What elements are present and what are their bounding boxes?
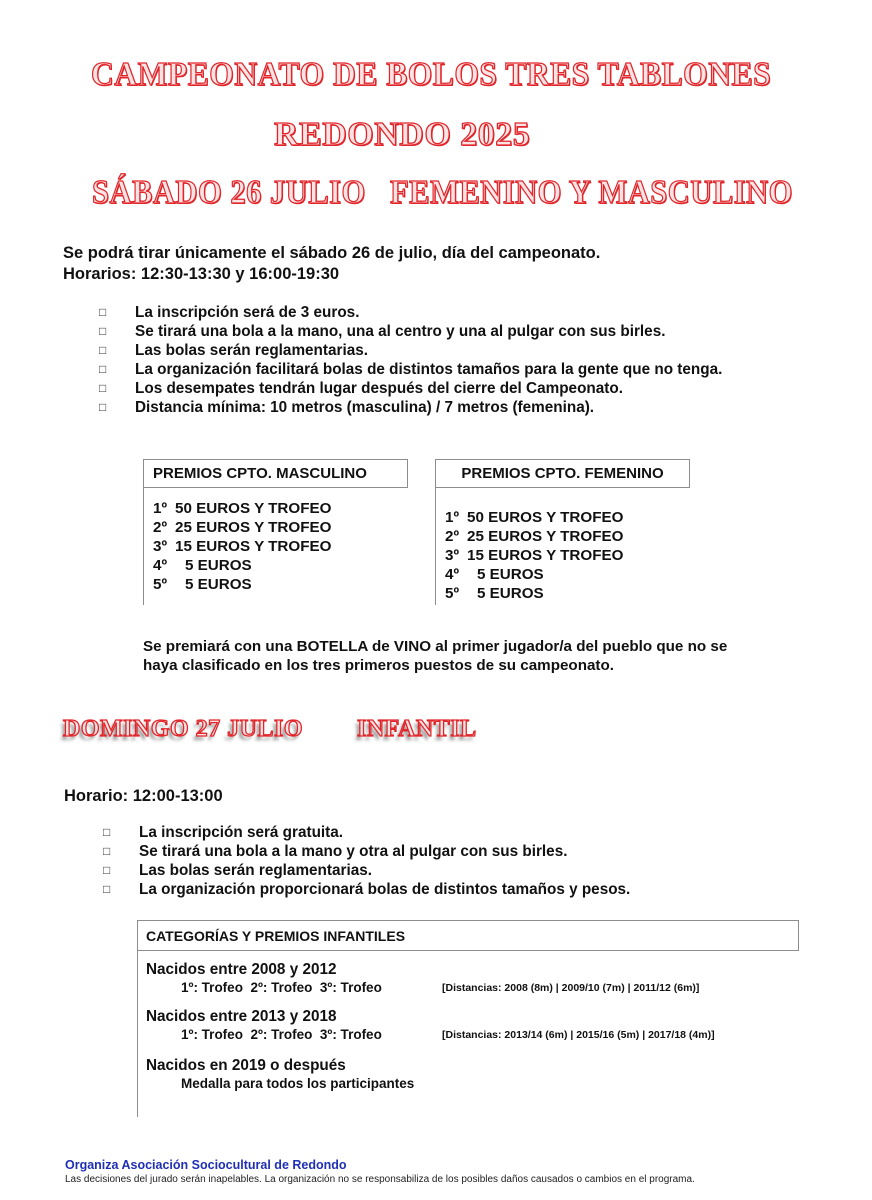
prizes-female-header: PREMIOS CPTO. FEMENINO (436, 459, 690, 488)
category-distances: [Distancias: 2013/14 (6m) | 2015/16 (5m) | 2017/18 (4m)] (442, 1029, 715, 1041)
rule-item (99, 379, 722, 398)
saturday-heading: SÁBADO 26 JULIO FEMENINO Y MASCULINO (92, 174, 793, 211)
prize-row (445, 546, 690, 565)
prize-row (153, 499, 408, 518)
prize-value: 25 EUROS Y TROFEO (467, 528, 624, 545)
prize-value: 50 EUROS Y TROFEO (175, 500, 332, 517)
disclaimer-line: Las decisiones del jurado serán inapelables. La organización no se responsabiliza de los posibles daños causados o cambios en el programa. (65, 1174, 695, 1185)
prize-value: 15 EUROS Y TROFEO (467, 547, 624, 564)
rule-text: La inscripción será de 3 euros. (135, 304, 360, 321)
prize-position: 2º (153, 519, 167, 536)
prize-position: 5º (445, 585, 459, 602)
prize-value: 5 EUROS (477, 566, 544, 583)
wine-prize-note (143, 637, 727, 675)
prize-value: 15 EUROS Y TROFEO (175, 538, 332, 555)
prize-value: 5 EUROS (185, 557, 252, 574)
rule-text: La organización facilitará bolas de distintos tamaños para la gente que no tenga. (135, 361, 723, 378)
wine-prize-line: Se premiará con una BOTELLA de VINO al primer jugador/a del pueblo que no se (143, 638, 728, 655)
prize-position: 4º (153, 557, 167, 574)
category-prizes: Medalla para todos los participantes (181, 1076, 415, 1091)
checkbox-bullet-icon: □ (99, 343, 107, 357)
prize-row (153, 556, 408, 575)
saturday-intro-line: Se podrá tirar únicamente el sábado 26 de julio, día del campeonato. (63, 244, 601, 262)
category-name: Nacidos entre 2008 y 2012 (146, 961, 337, 978)
rule-text: La organización proporcionará bolas de distintos tamaños y pesos. (139, 881, 631, 898)
sunday-schedule: Horario: 12:00-13:00 (64, 787, 223, 805)
prize-row (445, 584, 690, 603)
prizes-male-header: PREMIOS CPTO. MASCULINO (144, 459, 408, 488)
prize-position: 1º (153, 500, 167, 517)
rule-text: La inscripción será gratuita. (139, 824, 344, 841)
main-title: CAMPEONATO DE BOLOS TRES TABLONES (91, 56, 772, 93)
prize-position: 2º (445, 528, 459, 545)
checkbox-bullet-icon: □ (99, 362, 107, 376)
category-distances: [Distancias: 2008 (8m) | 2009/10 (7m) | 2011/12 (6m)] (442, 982, 700, 994)
rule-item (103, 880, 630, 899)
rule-item (99, 341, 722, 360)
category-item (146, 961, 700, 996)
prize-row (153, 537, 408, 556)
rule-text: Se tirará una bola a la mano y otra al pulgar con sus birles. (139, 843, 568, 860)
sunday-category-heading: INFANTIL (357, 716, 477, 742)
category-prizes: 1º: Trofeo 2º: Trofeo 3º: Trofeo (181, 980, 382, 995)
categories-header: CATEGORÍAS Y PREMIOS INFANTILES (138, 920, 799, 951)
checkbox-bullet-icon: □ (99, 400, 107, 414)
prizes-male-list (144, 488, 408, 594)
prizes-male-box (143, 459, 408, 605)
checkbox-bullet-icon: □ (103, 844, 111, 858)
sunday-date-heading: DOMINGO 27 JULIO (63, 716, 304, 742)
prize-value: 25 EUROS Y TROFEO (175, 519, 332, 536)
rule-text: Distancia mínima: 10 metros (masculina) / 7 metros (femenina). (135, 399, 595, 416)
checkbox-bullet-icon: □ (103, 825, 111, 839)
prize-row (445, 508, 690, 527)
category-item (146, 1057, 414, 1092)
rule-item (99, 322, 722, 341)
sunday-rules-list (103, 823, 630, 899)
rule-text: Se tirará una bola a la mano, una al centro y una al pulgar con sus birles. (135, 323, 666, 340)
prizes-female-list (436, 488, 690, 603)
category-item (146, 1008, 715, 1043)
prize-value: 5 EUROS (185, 576, 252, 593)
rule-item (103, 842, 630, 861)
prize-position: 3º (153, 538, 167, 555)
organizer-line: Organiza Asociación Sociocultural de Redondo (65, 1158, 347, 1172)
prize-position: 4º (445, 566, 459, 583)
checkbox-bullet-icon: □ (99, 381, 107, 395)
rule-text: Los desempates tendrán lugar después del cierre del Campeonato. (135, 380, 623, 397)
rule-item (103, 861, 630, 880)
category-name: Nacidos entre 2013 y 2018 (146, 1008, 337, 1025)
saturday-intro (63, 243, 600, 285)
rule-text: Las bolas serán reglamentarias. (139, 862, 372, 879)
subtitle-year: REDONDO 2025 (274, 116, 531, 153)
category-prizes: 1º: Trofeo 2º: Trofeo 3º: Trofeo (181, 1027, 382, 1042)
checkbox-bullet-icon: □ (99, 324, 107, 338)
prize-row (445, 565, 690, 584)
prizes-female-box (435, 459, 690, 605)
prize-position: 1º (445, 509, 459, 526)
checkbox-bullet-icon: □ (103, 863, 111, 877)
prize-position: 5º (153, 576, 167, 593)
category-name: Nacidos en 2019 o después (146, 1057, 346, 1074)
prize-row (153, 518, 408, 537)
prize-row (153, 575, 408, 594)
prize-row (445, 527, 690, 546)
rule-item (99, 303, 722, 322)
prize-value: 50 EUROS Y TROFEO (467, 509, 624, 526)
prize-value: 5 EUROS (477, 585, 544, 602)
rule-item (99, 398, 722, 417)
saturday-schedule: Horarios: 12:30-13:30 y 16:00-19:30 (63, 265, 340, 283)
prize-position: 3º (445, 547, 459, 564)
rule-item (103, 823, 630, 842)
categories-box (137, 920, 799, 1117)
rule-text: Las bolas serán reglamentarias. (135, 342, 368, 359)
checkbox-bullet-icon: □ (99, 305, 107, 319)
rule-item (99, 360, 722, 379)
saturday-rules-list (99, 303, 722, 417)
wine-prize-line: haya clasificado en los tres primeros puestos de su campeonato. (143, 657, 614, 674)
checkbox-bullet-icon: □ (103, 882, 111, 896)
